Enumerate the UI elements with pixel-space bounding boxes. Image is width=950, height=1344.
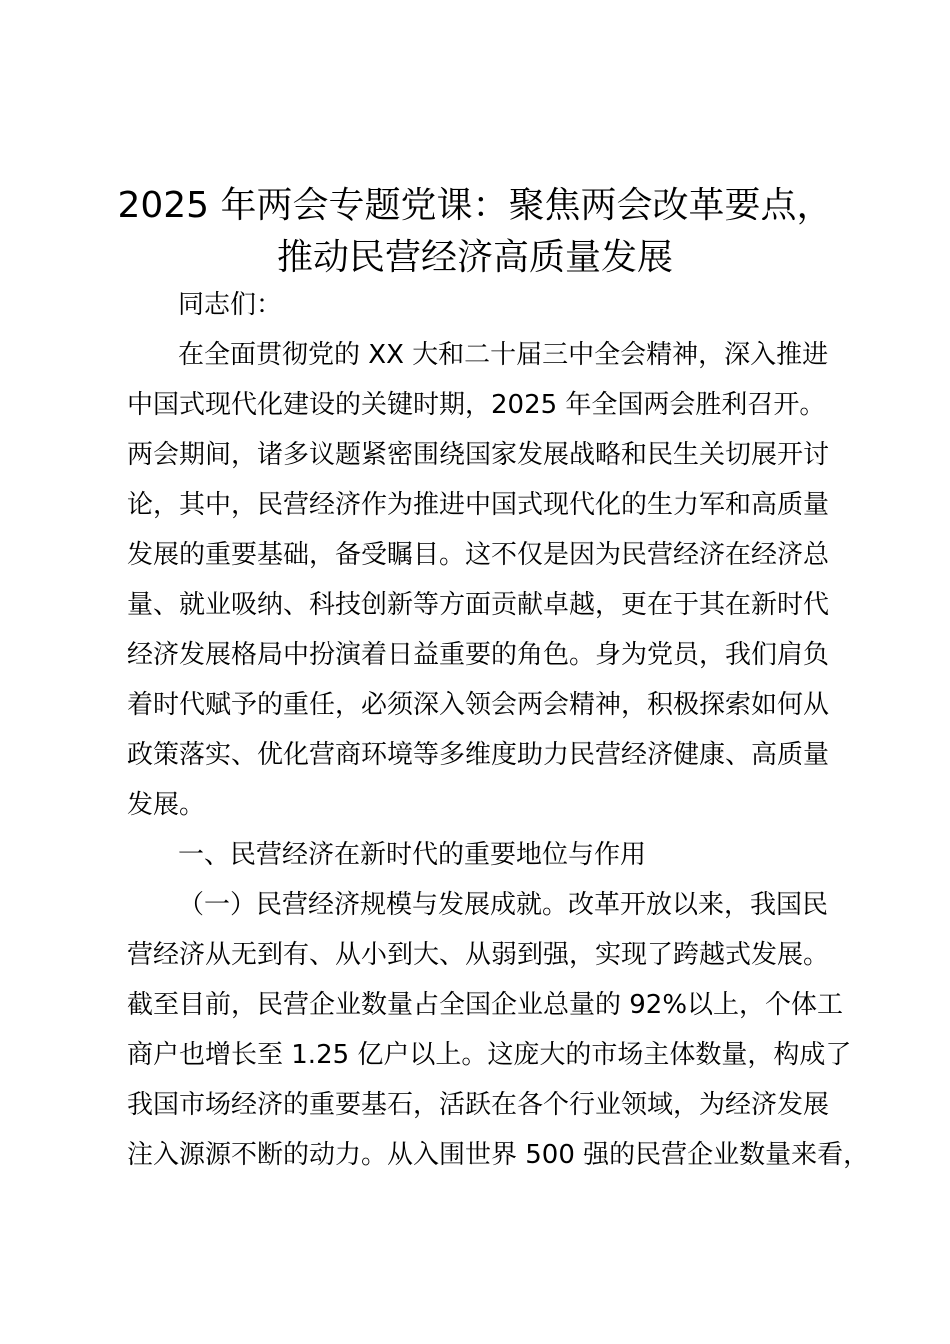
body-line: 两会期间，诸多议题紧密围绕国家发展战略和民生关切展开讨 — [127, 440, 830, 470]
document-title-line-2: 推动民营经济高质量发展 — [276, 237, 673, 278]
body-line: 着时代赋予的重任，必须深入领会两会精神，积极探索如何从 — [127, 690, 830, 720]
body-line: 同志们： — [178, 290, 283, 320]
document-title-line-1: 2025 年两会专题党课：聚焦两会改革要点， — [117, 185, 833, 226]
body-line: 在全面贯彻党的 XX 大和二十届三中全会精神，深入推进 — [178, 340, 829, 370]
body-line: 商户也增长至 1.25 亿户以上。这庞大的市场主体数量，构成了 — [127, 1040, 852, 1070]
body-line: 截至目前，民营企业数量占全国企业总量的 92%以上，个体工 — [127, 990, 844, 1020]
body-line: 量、就业吸纳、科技创新等方面贡献卓越，更在于其在新时代 — [127, 590, 830, 620]
body-line: 我国市场经济的重要基石，活跃在各个行业领域，为经济发展 — [127, 1090, 830, 1120]
section-heading: 一、民营经济在新时代的重要地位与作用 — [178, 840, 647, 870]
body-line: 中国式现代化建设的关键时期，2025 年全国两会胜利召开。 — [127, 390, 826, 420]
body-line: 政策落实、优化营商环境等多维度助力民营经济健康、高质量 — [127, 740, 830, 770]
body-line: 发展。 — [127, 790, 206, 820]
body-line: 论，其中，民营经济作为推进中国式现代化的生力军和高质量 — [127, 490, 830, 520]
body-line: 注入源源不断的动力。从入围世界 500 强的民营企业数量来看， — [127, 1140, 870, 1170]
body-line: （一）民营经济规模与发展成就。改革开放以来，我国民 — [178, 890, 829, 920]
body-line: 经济发展格局中扮演着日益重要的角色。身为党员，我们肩负 — [127, 640, 830, 670]
body-line: 发展的重要基础，备受瞩目。这不仅是因为民营经济在经济总 — [127, 540, 830, 570]
body-line: 营经济从无到有、从小到大、从弱到强，实现了跨越式发展。 — [127, 940, 830, 970]
